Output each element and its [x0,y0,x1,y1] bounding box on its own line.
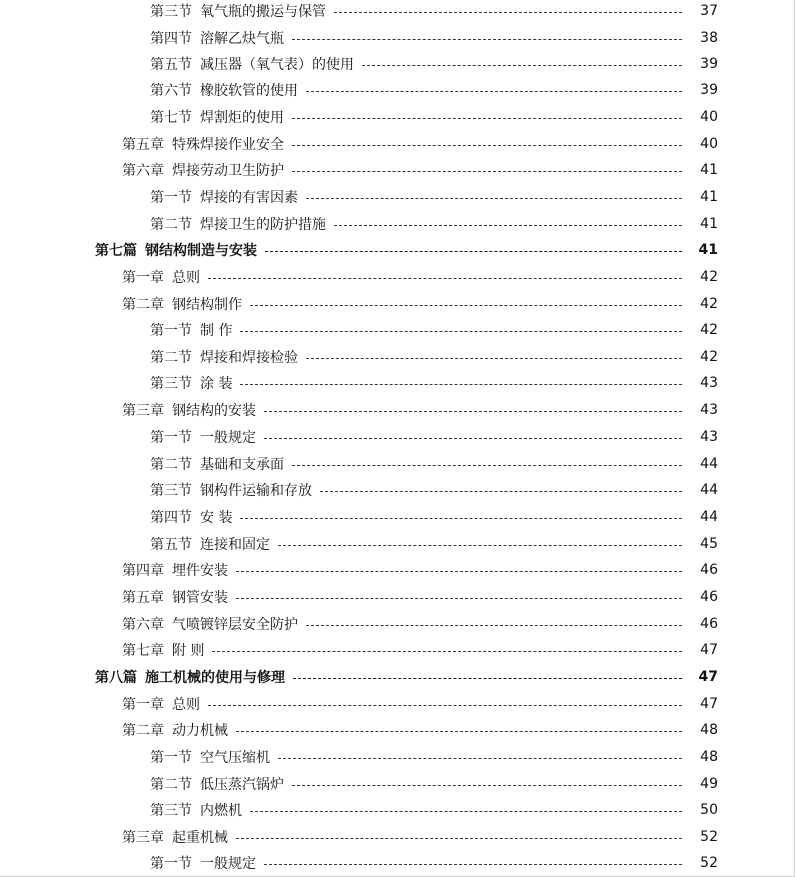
toc-entry[interactable] [0,477,795,503]
toc-entry-title: 溶解乙炔气瓶 [200,31,284,47]
dot-leader [292,785,682,786]
toc-entry-part[interactable] [0,237,795,263]
toc-entry[interactable] [0,850,795,876]
toc-entry-title: 焊接劳动卫生防护 [172,163,284,179]
dot-leader [264,864,682,865]
toc-page-number: 38 [700,30,718,46]
toc-page-number: 41 [700,189,718,205]
toc-entry-title: 钢结构的安装 [172,403,256,419]
toc-entry-title: 钢结构制造与安装 [145,243,257,259]
toc-page-number: 49 [700,776,718,792]
toc-entry-title: 气喷镀锌层安全防护 [172,617,298,633]
toc-entry[interactable] [0,744,795,770]
toc-entry[interactable] [0,824,795,850]
toc-entry-title: 焊接的有害因素 [200,190,298,206]
toc-entry-number: 第二节 [150,457,192,473]
toc-page-number: 44 [700,509,718,525]
toc-entry-number: 第四节 [150,31,192,47]
toc-entry[interactable] [0,77,795,103]
toc-page-number: 46 [700,589,718,605]
dot-leader [334,12,682,13]
dot-leader [362,65,682,66]
toc-entry-title: 橡胶软管的使用 [200,83,298,99]
toc-entry-title: 施工机械的使用与修理 [145,670,285,686]
toc-entry[interactable] [0,104,795,130]
toc-page-number: 52 [700,829,718,845]
toc-page-number: 44 [700,482,718,498]
toc-entry[interactable] [0,797,795,823]
toc-entry[interactable] [0,184,795,210]
toc-entry-number: 第七篇 [95,243,137,259]
toc-entry-title: 一般规定 [200,430,256,446]
toc-page-number: 50 [700,802,718,818]
toc-entry-title: 内燃机 [200,803,242,819]
toc-page-number: 47 [700,696,718,712]
toc-entry-title: 空气压缩机 [200,750,270,766]
toc-entry-title: 埋件安装 [172,563,228,579]
toc-page-number: 45 [700,536,718,552]
toc-entry-number: 第五节 [150,57,192,73]
toc-entry-number: 第二章 [122,297,164,313]
toc-entry-title: 制 作 [200,323,233,339]
dot-leader [320,491,682,492]
toc-entry-title: 特殊焊接作业安全 [172,137,284,153]
toc-entry[interactable] [0,584,795,610]
toc-page-number: 48 [700,749,718,765]
toc-entry-number: 第三章 [122,403,164,419]
toc-entry-number: 第六节 [150,83,192,99]
toc-entry-number: 第三节 [150,4,192,20]
toc-entry[interactable] [0,370,795,396]
toc-entry-title: 低压蒸汽锅炉 [200,777,284,793]
toc-entry[interactable] [0,157,795,183]
toc-entry-title: 基础和支承面 [200,457,284,473]
toc-entry[interactable] [0,717,795,743]
dot-leader [292,465,682,466]
toc-entry-number: 第一节 [150,750,192,766]
toc-entry-title: 焊接和焊接检验 [200,350,298,366]
dot-leader [208,705,682,706]
toc-entry[interactable] [0,291,795,317]
toc-entry-number: 第四节 [150,510,192,526]
toc-entry-number: 第四章 [122,563,164,579]
toc-entry-number: 第一节 [150,856,192,872]
toc-page-number: 40 [700,109,718,125]
toc-entry[interactable] [0,317,795,343]
toc-entry[interactable] [0,691,795,717]
toc-entry[interactable] [0,611,795,637]
toc-entry-part[interactable] [0,664,795,690]
toc-page-number: 39 [700,56,718,72]
toc-entry-number: 第三章 [122,830,164,846]
dot-leader [236,571,682,572]
dot-leader [293,678,682,679]
dot-leader [278,758,682,759]
toc-page-number: 48 [700,722,718,738]
toc-page-number: 46 [700,616,718,632]
toc-page-number: 41 [700,216,718,232]
toc-entry-title: 总则 [172,697,200,713]
toc-entry-number: 第一章 [122,270,164,286]
dot-leader [250,811,682,812]
toc-entry-number: 第一节 [150,430,192,446]
toc-page-number: 52 [700,855,718,871]
toc-entry-number: 第七章 [122,643,164,659]
toc-page-number: 43 [700,375,718,391]
toc-entry[interactable] [0,51,795,77]
toc-entry-number: 第七节 [150,110,192,126]
toc-entry[interactable] [0,211,795,237]
dot-leader [236,598,682,599]
toc-page-number: 40 [700,136,718,152]
dot-leader [306,198,682,199]
dot-leader [278,545,682,546]
dot-leader [240,331,682,332]
toc-page-number: 46 [700,562,718,578]
dot-leader [334,225,682,226]
toc-entry[interactable] [0,131,795,157]
toc-page-number: 47 [700,642,718,658]
toc-entry-title: 动力机械 [172,723,228,739]
dot-leader [236,731,682,732]
toc-entry[interactable] [0,424,795,450]
toc-entry-title: 总则 [172,270,200,286]
toc-page-number: 47 [698,669,718,685]
toc-page-number: 42 [700,322,718,338]
toc-entry[interactable] [0,397,795,423]
toc-entry-number: 第二节 [150,777,192,793]
toc-entry[interactable] [0,344,795,370]
toc-entry-title: 钢结构制作 [172,297,242,313]
toc-page-number: 42 [700,349,718,365]
dot-leader [264,438,682,439]
toc-entry-title: 减压器（氧气表）的使用 [200,57,354,73]
dot-leader [250,305,682,306]
toc-entry-title: 焊接卫生的防护措施 [200,217,326,233]
dot-leader [236,838,682,839]
dot-leader [306,358,682,359]
toc-entry[interactable] [0,557,795,583]
dot-leader [264,411,682,412]
dot-leader [240,384,682,385]
toc-entry[interactable] [0,504,795,530]
toc-page-number: 41 [698,242,718,258]
toc-entry-title: 起重机械 [172,830,228,846]
toc-page-number: 43 [700,402,718,418]
toc-entry-number: 第一节 [150,323,192,339]
toc-entry-number: 第二节 [150,217,192,233]
toc-entry-number: 第三节 [150,803,192,819]
toc-entry-number: 第三节 [150,376,192,392]
toc-page-number: 37 [700,3,718,19]
toc-entry-title: 连接和固定 [200,537,270,553]
dot-leader [306,91,682,92]
toc-entry-title: 涂 装 [200,376,233,392]
toc-entry-title: 安 装 [200,510,233,526]
toc-entry[interactable] [0,531,795,557]
toc-entry-number: 第二章 [122,723,164,739]
dot-leader [212,651,682,652]
toc-page-number: 42 [700,296,718,312]
toc-entry-title: 氧气瓶的搬运与保管 [200,4,326,20]
dot-leader [292,171,682,172]
toc-entry-number: 第三节 [150,483,192,499]
toc-entry-title: 附 则 [172,643,205,659]
dot-leader [292,39,682,40]
toc-entry[interactable] [0,25,795,51]
dot-leader [265,251,682,252]
toc-entry-title: 一般规定 [200,856,256,872]
toc-entry[interactable] [0,637,795,663]
toc-entry-number: 第六章 [122,617,164,633]
toc-page-number: 44 [700,456,718,472]
toc-entry-number: 第五节 [150,537,192,553]
dot-leader [240,518,682,519]
toc-entry-number: 第五章 [122,137,164,153]
toc-entry-title: 钢管安装 [172,590,228,606]
toc-entry-number: 第一节 [150,190,192,206]
toc-entry-number: 第一章 [122,697,164,713]
toc-page-number: 41 [700,162,718,178]
dot-leader [292,118,682,119]
toc-entry-title: 钢构件运输和存放 [200,483,312,499]
toc-entry[interactable] [0,0,795,24]
toc-entry[interactable] [0,264,795,290]
toc-page-number: 39 [700,82,718,98]
dot-leader [306,625,682,626]
toc-entry[interactable] [0,771,795,797]
toc-entry-number: 第六章 [122,163,164,179]
toc-entry-number: 第八篇 [95,670,137,686]
dot-leader [292,145,682,146]
dot-leader [208,278,682,279]
toc-page-number: 43 [700,429,718,445]
toc-entry[interactable] [0,451,795,477]
toc-entry-number: 第二节 [150,350,192,366]
toc-page-number: 42 [700,269,718,285]
toc-entry-title: 焊割炬的使用 [200,110,284,126]
toc-entry-number: 第五章 [122,590,164,606]
